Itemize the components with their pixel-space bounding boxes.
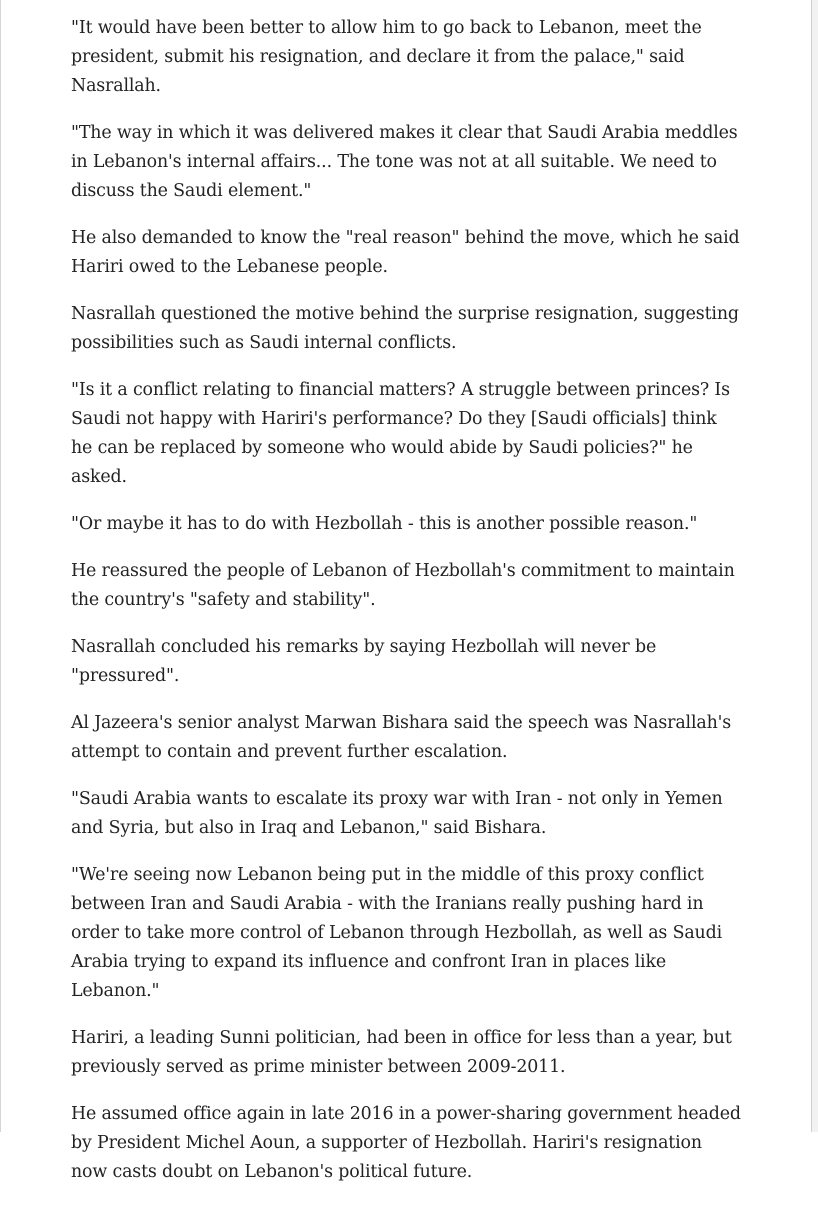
paragraph-9: Al Jazeera's senior analyst Marwan Bishara said the speech was Nasrallah's attempt to contain and prevent further escalation. (71, 713, 732, 762)
paragraph-1: "It would have been better to allow him to go back to Lebanon, meet the president, submit his resignation, and declare it from the palace," said Nasrallah. (71, 18, 702, 96)
paragraph-5: "Is it a conflict relating to financial matters? A struggle between princes? Is Saudi not happy with Hariri's performance? Do they [Saudi officials] think he can be replaced by someone who would abide by Saudi policies?" he asked. (71, 380, 730, 487)
paragraph-10: "Saudi Arabia wants to escalate its proxy war with Iran - not only in Yemen and Syria, but also in Iraq and Lebanon," said Bishara. (71, 789, 723, 838)
paragraph-3: He also demanded to know the "real reason" behind the move, which he said Hariri owed to the Lebanese people. (71, 228, 740, 277)
paragraph-7: He reassured the people of Lebanon of Hezbollah's commitment to maintain the country's "safety and stability". (71, 561, 735, 610)
article-body (71, 14, 743, 1205)
paragraph-4: Nasrallah questioned the motive behind the surprise resignation, suggesting possibilities such as Saudi internal conflicts. (71, 304, 739, 353)
paragraph-13: He assumed office again in late 2016 in a power-sharing government headed by President Michel Aoun, a supporter of Hezbollah. Hariri's resignation now casts doubt on Lebanon's political future. (71, 1104, 741, 1182)
paragraph-12: Hariri, a leading Sunni politician, had been in office for less than a year, but previously served as prime minister between 2009-2011. (71, 1028, 732, 1077)
scrollbar-track[interactable] (812, 0, 818, 1132)
paragraph-2: "The way in which it was delivered makes it clear that Saudi Arabia meddles in Lebanon's internal affairs... The tone was not at all suitable. We need to discuss the Saudi element." (71, 123, 738, 201)
paragraph-8: Nasrallah concluded his remarks by saying Hezbollah will never be "pressured". (71, 637, 657, 686)
paragraph-11: "We're seeing now Lebanon being put in the middle of this proxy conflict between Iran and Saudi Arabia - with the Iranians really pushing hard in order to take more control of Lebanon through Hezbollah, as well as Saudi Arabia trying to expand its influence and confront Iran in places like Lebanon." (71, 865, 722, 1001)
paragraph-6: "Or maybe it has to do with Hezbollah - this is another possible reason." (71, 514, 698, 534)
